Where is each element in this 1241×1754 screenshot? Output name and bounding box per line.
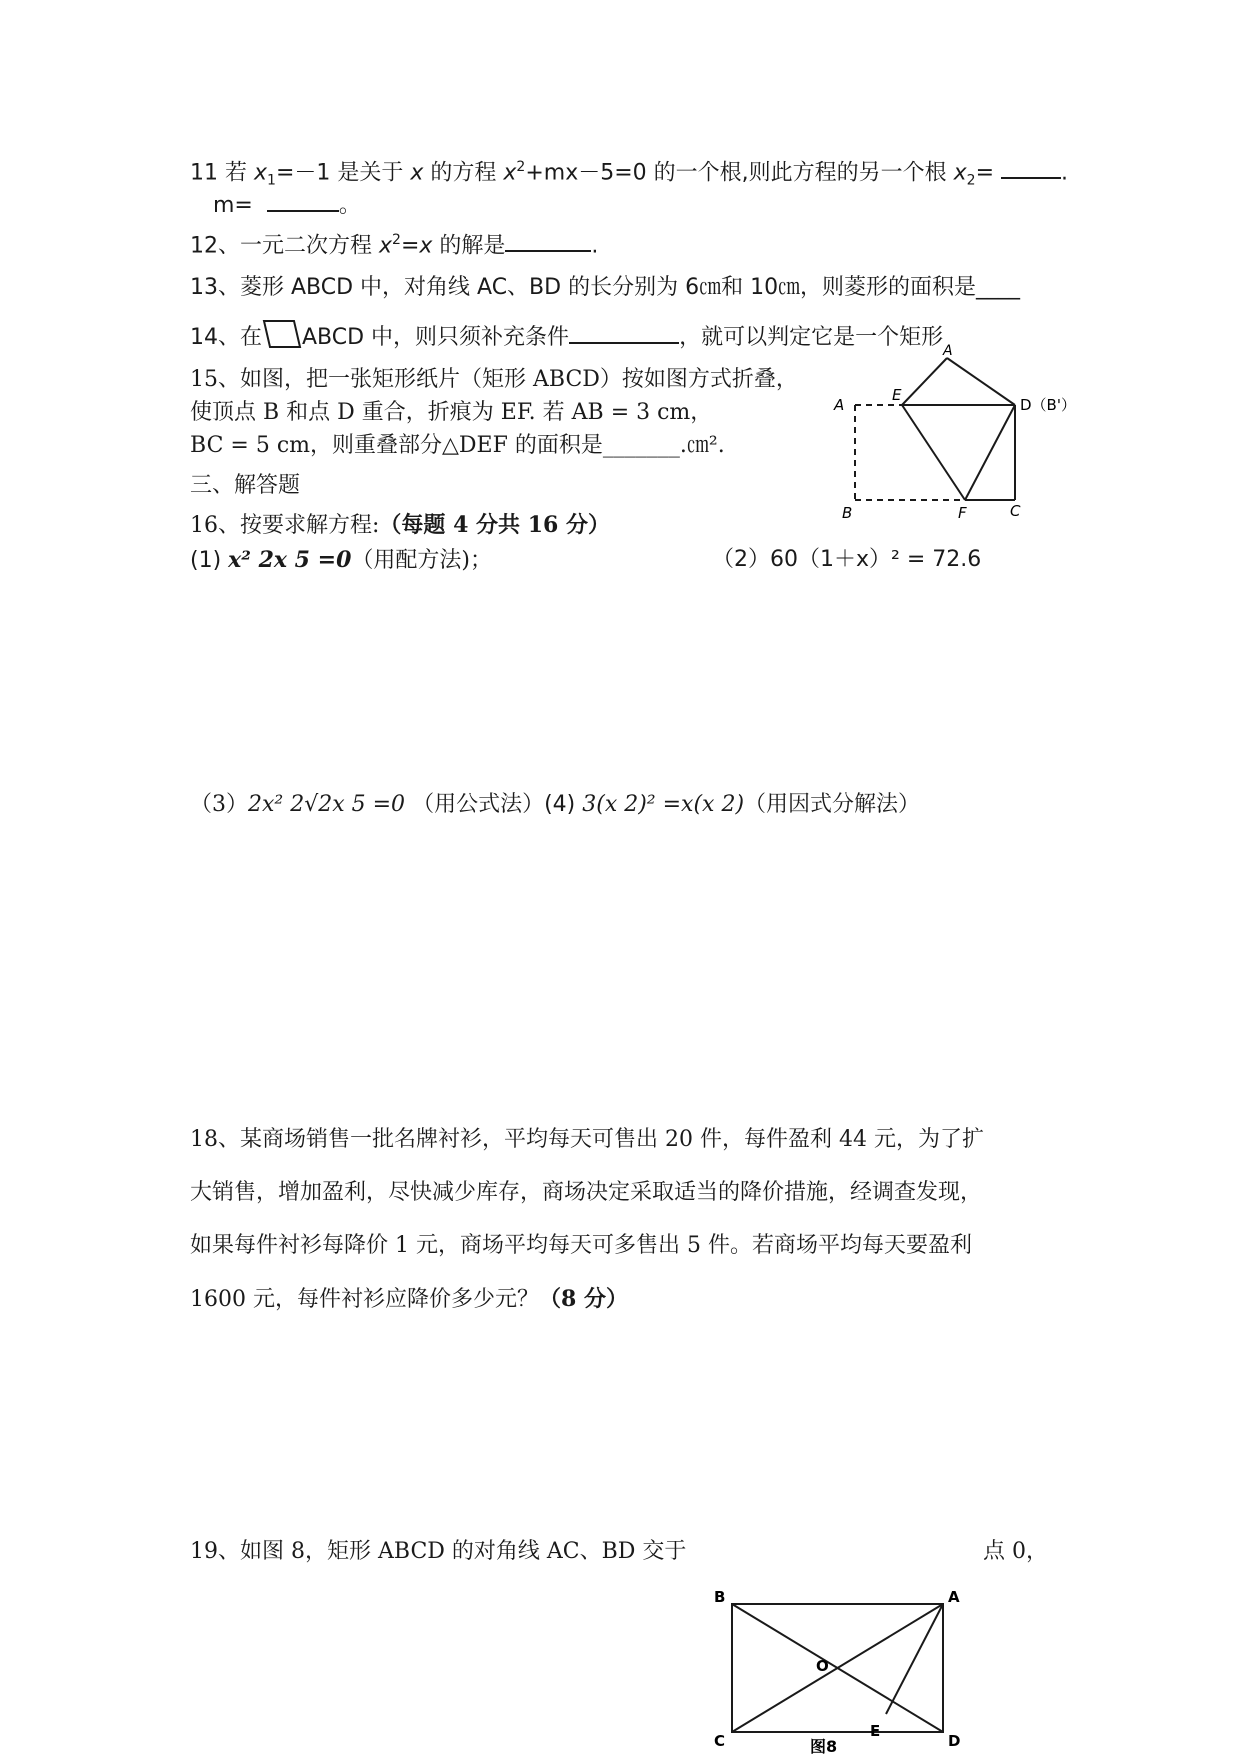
section-title: 三、解答题	[190, 473, 301, 498]
label-F: F	[958, 504, 967, 520]
answer-blank-m[interactable]	[267, 188, 339, 212]
label-E: E	[892, 386, 902, 404]
crease-EF	[902, 405, 965, 500]
question-16-part-3: （3）2x² 2√2x 5 =0 （用公式法）(4) 3(x 2)² =x(x 2)（用因式分解法）	[190, 792, 921, 817]
answer-blank-12[interactable]	[505, 228, 591, 252]
question-15-line-2: 使顶点 B 和点 D 重合，折痕为 EF. 若 AB = 3 cm，	[190, 400, 713, 425]
label-B: B	[842, 504, 853, 520]
question-15-line-1: 15、如图，把一张矩形纸片（矩形 ABCD）按如图方式折叠，	[190, 367, 798, 392]
question-18-line-2: 大销售，增加盈利，尽快减少库存，商场决定采取适当的降价措施，经调查发现，	[190, 1180, 983, 1205]
label-C: C	[1010, 502, 1021, 520]
label-D: D	[948, 1732, 961, 1750]
question-14: 14、在 ABCD 中，则只须补充条件 ，就可以判定它是一个矩形	[190, 320, 943, 353]
label-B: B	[714, 1588, 726, 1606]
answer-blank-x2[interactable]	[1001, 155, 1061, 179]
label-E: E	[870, 1722, 881, 1740]
question-11-line-2: m= 。	[213, 188, 361, 221]
question-16-title: 16、按要求解方程:（每题 4 分共 16 分）	[190, 512, 610, 538]
label-A: A	[948, 1588, 960, 1606]
label-C: C	[714, 1732, 726, 1750]
edge-AD	[947, 358, 1015, 405]
edge-FD	[965, 405, 1015, 500]
label-A-folded: A	[943, 343, 953, 359]
question-19-tail: 点 0，	[983, 1539, 1048, 1564]
question-18-line-3: 如果每件衬衫每降价 1 元，商场平均每天可多售出 5 件。若商场平均每天要盈利	[190, 1233, 972, 1258]
fold-figure	[830, 340, 1110, 520]
edge-EA	[902, 358, 947, 405]
question-16-part-2: （2）60（1＋x）² = 72.6	[712, 547, 982, 572]
question-11-line-1: 11 若 $x_1=-1$ 是关于 x 的方程 $x^2+mx-5=0$ 的一个根,则此方程的另一个根 $x_2=$ .	[190, 152, 1068, 196]
label-O: O	[816, 1657, 829, 1675]
question-16-part-1: (1) x² 2x 5 =0（用配方法)；	[190, 547, 492, 573]
parallelogram-icon	[262, 320, 302, 348]
question-15-line-3: BC = 5 cm，则重叠部分△DEF 的面积是_______.㎝².	[190, 433, 725, 458]
question-18-line-1: 18、某商场销售一批名牌衬衫，平均每天可售出 20 件，每件盈利 44 元，为了扩	[190, 1127, 984, 1152]
question-18-line-4: 1600 元，每件衬衫应降价多少元？（8 分）	[190, 1286, 628, 1312]
rectangle-figure-8	[710, 1584, 980, 1754]
question-19: 19、如图 8，矩形 ABCD 的对角线 AC、BD 交于	[190, 1539, 687, 1564]
answer-blank-14[interactable]	[569, 320, 679, 344]
question-12: 12、一元二次方程 $x^2=x$ 的解是 .	[190, 225, 598, 261]
question-13: 13、菱形 ABCD 中，对角线 AC、BD 的长分别为 6㎝和 10㎝，则菱形的面积是____	[190, 275, 1021, 300]
label-A: A	[834, 396, 845, 414]
label-D: D（B'）	[1020, 396, 1076, 414]
figure-caption: 图8	[810, 1737, 838, 1754]
